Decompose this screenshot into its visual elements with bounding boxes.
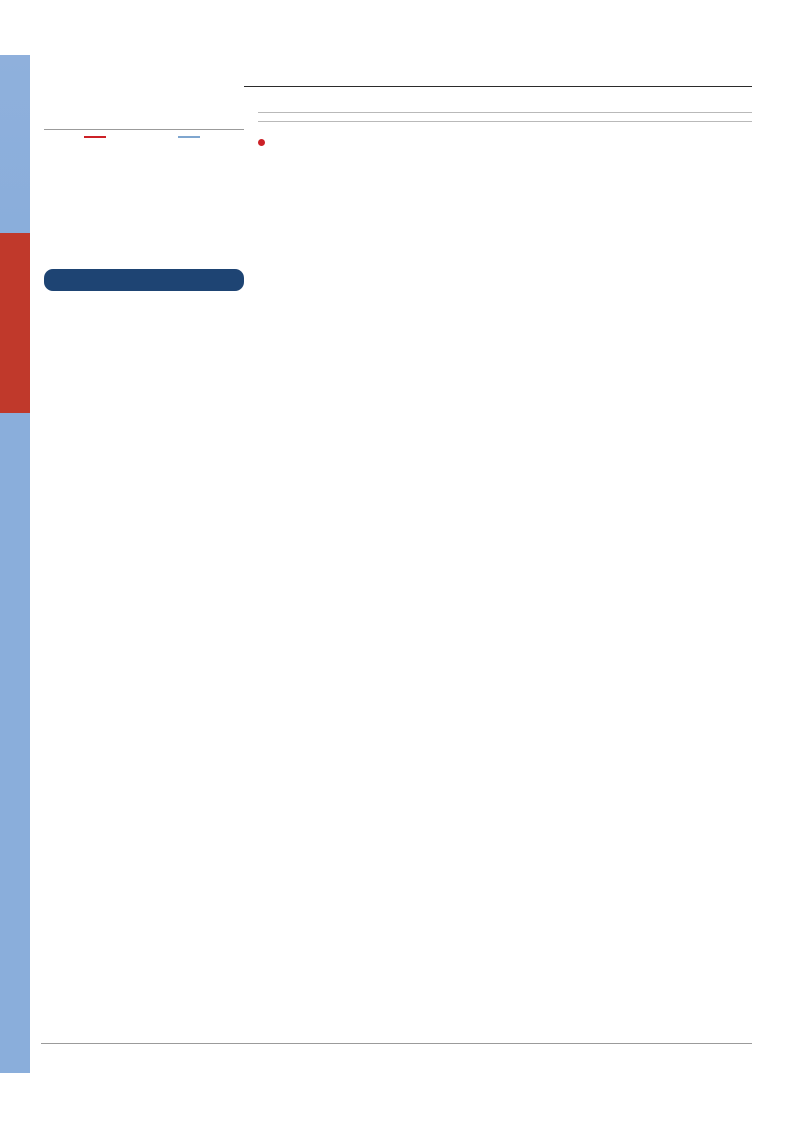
spine-industry-research: [0, 55, 30, 233]
bullet-icon: [258, 139, 265, 146]
spine-broker-research: [0, 413, 30, 1073]
legend-item-power: [84, 136, 110, 138]
analyst-divider: [258, 121, 752, 122]
legend-swatch-power: [84, 136, 106, 138]
legend-item-csi300: [178, 136, 204, 138]
left-column: [44, 96, 244, 300]
legend-swatch-csi300: [178, 136, 200, 138]
risk-line: [258, 131, 752, 152]
title-divider: [258, 112, 752, 113]
related-reports-header: [44, 269, 244, 291]
header-divider: [244, 86, 752, 87]
main-column: [258, 94, 752, 152]
risk-section: [258, 131, 752, 152]
spine-industry-strategy: [0, 233, 30, 413]
trend-chart-svg: [44, 140, 244, 248]
footer-divider: [41, 1043, 752, 1044]
left-spine: [0, 0, 30, 1122]
chart-divider: [44, 129, 244, 130]
chart-legend: [44, 136, 244, 138]
industry-trend-chart: [44, 136, 244, 248]
